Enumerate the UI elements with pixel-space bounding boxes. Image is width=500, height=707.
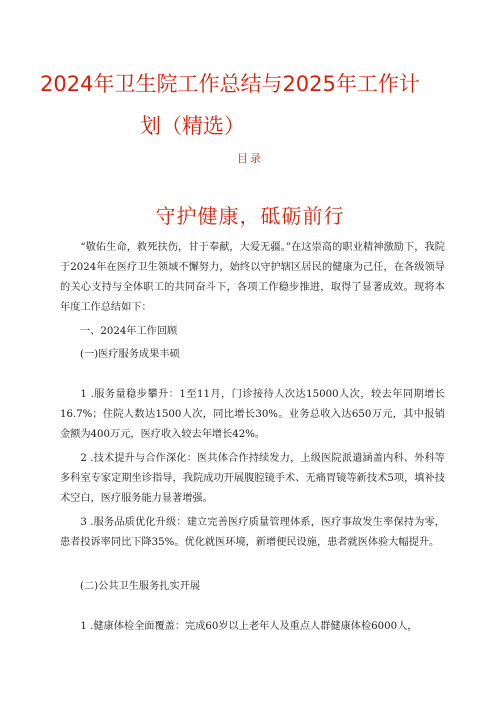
item-health-checkup: 1 .健康体检全面覆盖：完成60岁以上老年人及重点人群健康体检6000人， xyxy=(80,621,418,632)
item-service-quality: 3 .服务品质优化升级：建立完善医疗质量管理体系，医疗事故发生率保持为零，患者投诉率同比下降35%。优化就医环境，新增便民设施，患者就医体验大幅提升。 xyxy=(60,517,445,548)
subsection-2-title: (二)公共卫生服务扎实开展 xyxy=(80,581,201,592)
section-heading: 守护健康，砥砺前行 xyxy=(155,204,345,228)
item-technology: 2 .技术提升与合作深化：医共体合作持续发力，上级医院派遣涵盖内科、外科等多科室专家定期坐诊指导，我院成功开展腹腔镜手术、无痛胃镜等新技术5项，填补技术空白，医疗服务能力显著增强。 xyxy=(60,453,445,504)
subsection-1-title: (一)医疗服务成果丰硕 xyxy=(80,349,180,360)
document-title-line-2: 划（精选） xyxy=(140,114,245,138)
part-1-title: 一、2024年工作回顾 xyxy=(80,326,178,337)
document-title-line-1: 2024年卫生院工作总结与2025年工作计 xyxy=(40,72,420,96)
item-service-volume: 1 .服务量稳步攀升：1至11月，门诊接待人次达15000人次，较去年同期增长16.7%；住院人数达1500人次，同比增长30%。业务总收入达650万元，其中报销金额为400万元，医疗收入较去年增长42%。 xyxy=(60,389,445,440)
table-of-contents-link[interactable]: 目录 xyxy=(237,152,263,165)
intro-paragraph: “敬佑生命，救死扶伤，甘于奉献，大爱无疆。”在这崇高的职业精神激励下，我院于2024年在医疗卫生领域不懈努力，始终以守护辖区居民的健康为己任，在各级领导的关心支持与全体职工的共同奋斗下，各项工作稳步推进，取得了显著成效。现将本年度工作总结如下： xyxy=(60,242,445,313)
